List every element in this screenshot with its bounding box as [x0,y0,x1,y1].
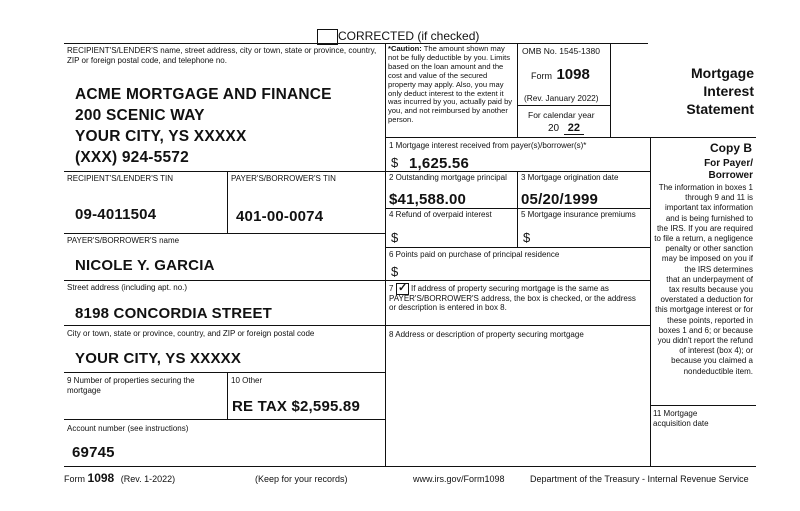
divider-box1 [385,137,650,138]
copy-notice-line: tax results because you [668,285,753,295]
box3-value: 05/20/1999 [521,191,599,208]
column-divider-tin [227,171,228,233]
year-suffix: 22 [564,122,584,135]
divider-tin-row [64,171,650,172]
box6-value: $ [391,264,399,279]
payer-name-value: NICOLE Y. GARCIA [75,257,215,274]
copy-notice-line: important tax information [664,203,753,213]
form-bottom-border [64,466,756,467]
column-divider-box3 [517,171,518,247]
copy-notice-line: of interest (box 4); or [679,346,753,356]
form-prefix: Form [531,71,552,81]
recipient-name: ACME MORTGAGE AND FINANCE [75,86,332,103]
year-prefix: 20 [548,123,560,134]
column-divider-omb [517,43,518,137]
copy-notice-line: may be imposed on you if [661,254,753,264]
box9-label: 9 Number of properties securing the mortgage [67,376,195,395]
form-number: 1098 [556,66,590,83]
footer-revision: (Rev. 1-2022) [120,474,176,484]
caution-title: *Caution: [388,44,422,53]
copy-notice-line: boxes 1 and 6; or because [658,325,753,335]
box10-value: RE TAX $2,595.89 [232,398,360,415]
account-value: 69745 [72,444,115,461]
column-divider-main [385,43,386,466]
copy-notice-line: penalty or other sanction [665,244,753,254]
box1-currency: $ [391,155,399,170]
copy-notice-line: through 9 and 11 is [685,193,753,203]
account-label: Account number (see instructions) [67,424,189,433]
footer-keep: (Keep for your records) [255,474,348,484]
copy-title: Copy B [710,141,752,155]
footer-department: Department of the Treasury - Internal Revenue Service [530,474,749,484]
payer-tin-label: PAYER'S/BORROWER'S TIN [231,174,336,183]
box3-label: 3 Mortgage origination date [521,173,619,182]
form-revision: (Rev. January 2022) [524,93,599,103]
box5-value: $ [523,230,531,245]
copy-subtitle-2: Borrower [708,170,753,181]
footer-form-number: 1098 [87,471,115,485]
box10-label: 10 Other [231,376,263,385]
recipient-tin-label: RECIPIENT'S/LENDER'S TIN [67,174,174,183]
divider-account-row [64,419,385,420]
copy-notice-line: because you claimed a [671,356,753,366]
recipient-city: YOUR CITY, YS XXXXX [75,128,247,145]
city-label: City or town, state or province, country, and ZIP or foreign postal code [67,329,315,338]
form-top-border [64,43,648,44]
recipient-label: RECIPIENT'S/LENDER'S name, street address, city or town, state or province, country, ZIP or foreign postal code, and telephone no. [67,46,377,65]
divider-copy-b [650,137,756,138]
box11-label: 11 Mortgage acquisition date [653,409,709,428]
copy-notice-line: and is being furnished to [665,213,753,223]
recipient-street: 200 SCENIC WAY [75,107,205,124]
copy-notice-line: nondeductible item. [683,366,753,376]
calendar-year-label: For calendar year [528,110,595,120]
caution-text: The amount shown may not be fully deductible by you. Limits based on the loan amount and the cost and value of the secured property may apply. Also, you may only deduct interest to the extent it was incurred by you, actually paid by you, and not reimbursed by another person. [388,44,513,125]
column-divider-title [610,43,611,137]
copy-notice [623,183,753,377]
divider-box11 [650,405,756,406]
copy-notice-line: this mortgage interest or for [655,305,753,315]
divider-calendar-year [517,105,610,106]
copy-notice-line: to file a return, a negligence [654,234,753,244]
box8-label: 8 Address or description of property securing mortgage [389,330,584,339]
box5-label: 5 Mortgage insurance premiums [521,210,636,219]
box7-number: 7 [389,284,394,293]
form-number-header [531,66,590,84]
divider-city-row [64,325,650,326]
copy-notice-line: the IRS. If you are required [656,223,753,233]
box7-text: If address of property securing mortgage is the same as PAYER'S/BORROWER'S address, the box is checked, or the address or description is entered in box 8. [389,284,636,312]
divider-box6 [385,247,650,248]
caution-note [388,45,514,125]
divider-box7 [385,280,650,281]
street-value: 8198 CONCORDIA STREET [75,305,273,322]
copy-notice-line: the IRS determines [684,264,753,274]
form-title [686,64,754,118]
divider-street-row [64,280,385,281]
calendar-year [548,122,584,135]
box1-label: 1 Mortgage interest received from payer(s)/borrower(s)* [389,141,587,150]
copy-notice-line: that an underpayment of [666,274,753,284]
box1-value: 1,625.56 [409,155,469,172]
footer-form-id [64,471,175,485]
box4-value: $ [391,230,399,245]
copy-notice-line: overstated a deduction for [660,295,753,305]
city-value: YOUR CITY, YS XXXXX [75,350,242,367]
corrected-label: CORRECTED (if checked) [338,29,480,43]
title-line-2: Interest [703,83,754,99]
payer-name-label: PAYER'S/BORROWER'S name [67,236,180,245]
box6-label: 6 Points paid on purchase of principal residence [389,250,560,259]
omb-number: OMB No. 1545-1380 [522,46,600,56]
copy-notice-line: The information in boxes 1 [658,183,753,192]
footer-url[interactable]: www.irs.gov/Form1098 [413,474,505,484]
copy-subtitle-1: For Payer/ [704,158,753,169]
column-divider-box10 [227,372,228,419]
payer-tin-value: 401-00-0074 [236,208,324,225]
box4-label: 4 Refund of overpaid interest [389,210,492,219]
street-label: Street address (including apt. no.) [67,283,188,292]
title-line-1: Mortgage [691,65,754,81]
recipient-tin-value: 09-4011504 [75,206,157,223]
check-mark-icon: ✓ [398,282,408,294]
title-line-3: Statement [686,101,754,117]
divider-box9-row [64,372,385,373]
copy-notice-line: these points, reported in [667,315,753,325]
divider-name-row [64,233,385,234]
box2-label: 2 Outstanding mortgage principal [389,173,507,182]
recipient-phone: (XXX) 924-5572 [75,149,189,166]
box2-value: $41,588.00 [389,191,467,208]
footer-form-prefix: Form [64,474,85,484]
copy-notice-line: you didn't report the refund [657,336,753,346]
